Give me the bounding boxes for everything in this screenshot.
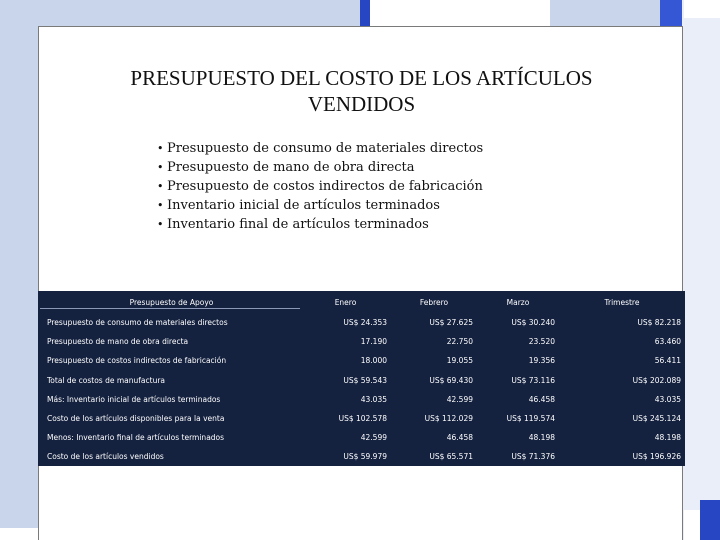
cell-marzo: US$ 71.376 [511,452,555,462]
cell-enero: US$ 59.543 [343,375,387,385]
row-label: Menos: Inventario final de artículos terminados [47,433,225,443]
cell-enero: US$ 24.353 [343,318,387,328]
decor-bar-bottom-right [700,500,720,540]
table-row [38,313,685,332]
slide-title-line-1: PRESUPUESTO DEL COSTO DE LOS ARTÍCULOS [130,66,593,90]
cell-marzo: 23.520 [528,337,555,347]
row-label: Costo de los artículos disponibles para la venta [47,414,225,424]
table-row [38,428,685,447]
cell-enero: US$ 59.979 [343,452,387,462]
cell-marzo: 48.198 [528,433,555,443]
table-row [38,351,685,370]
slide-title-line-2: VENDIDOS [307,92,416,116]
cell-trimestre: US$ 82.218 [637,318,681,328]
cell-enero: 18.000 [360,356,387,366]
cell-febrero: 46.458 [446,433,473,443]
bullet-item: • Presupuesto de mano de obra directa [157,160,415,175]
row-label: Más: Inventario inicial de artículos terminados [47,394,221,404]
budget-table [38,291,685,466]
bullet-dot-icon: • [157,218,164,231]
bullet-list [157,139,483,234]
cell-marzo: US$ 119.574 [506,414,555,424]
cell-trimestre: 43.035 [654,394,681,404]
cell-marzo: US$ 30.240 [511,318,555,328]
row-label: Presupuesto de mano de obra directa [47,337,189,347]
bullet-item: • Presupuesto de costos indirectos de fabricación [157,179,483,194]
decor-corner-bottom-left [0,528,38,540]
cell-febrero: 19.055 [446,356,473,366]
decor-bar-white-right [684,0,720,18]
cell-enero: 42.599 [360,433,387,443]
cell-trimestre: US$ 202.089 [632,375,681,385]
cell-febrero: US$ 69.430 [429,375,473,385]
cell-febrero: US$ 65.571 [429,452,473,462]
header-enero: Enero [334,297,357,307]
header-presupuesto-apoyo: Presupuesto de Apoyo [38,291,300,313]
bullet-dot-icon: • [157,142,164,155]
bullet-dot-icon: • [157,161,164,174]
cell-trimestre: US$ 245.124 [632,414,681,424]
table-row [38,409,685,428]
bullet-item: • Presupuesto de consumo de materiales directos [157,141,484,156]
bullet-item: • Inventario final de artículos terminados [157,217,429,232]
bullet-dot-icon: • [157,180,164,193]
cell-febrero: 22.750 [446,337,473,347]
table-row [38,332,685,351]
cell-marzo: US$ 73.116 [511,375,555,385]
header-marzo: Marzo [506,297,530,307]
row-label: Presupuesto de costos indirectos de fabricación [47,356,227,366]
table-row [38,371,685,390]
cell-enero: US$ 102.578 [338,414,387,424]
cell-febrero: US$ 112.029 [424,414,473,424]
cell-enero: 43.035 [360,394,387,404]
table-row [38,390,685,409]
header-trimestre: Trimestre [604,297,640,307]
decor-bar-blue-right [660,0,682,26]
row-label: Total de costos de manufactura [47,375,166,385]
header-underline [40,308,300,309]
cell-trimestre: 56.411 [654,356,681,366]
row-label: Costo de los artículos vendidos [47,452,164,462]
slide-title [39,65,684,117]
cell-trimestre: US$ 196.926 [632,452,681,462]
cell-enero: 17.190 [360,337,387,347]
table-header-row [38,291,685,313]
cell-febrero: US$ 27.625 [429,318,473,328]
bullet-item: • Inventario inicial de artículos terminados [157,198,440,213]
cell-trimestre: 63.460 [654,337,681,347]
row-label: Presupuesto de consumo de materiales directos [47,318,228,328]
header-febrero: Febrero [419,297,449,307]
cell-marzo: 46.458 [528,394,555,404]
table-row [38,447,685,466]
bullet-dot-icon: • [157,199,164,212]
cell-marzo: 19.356 [528,356,555,366]
cell-febrero: 42.599 [446,394,473,404]
cell-trimestre: 48.198 [654,433,681,443]
